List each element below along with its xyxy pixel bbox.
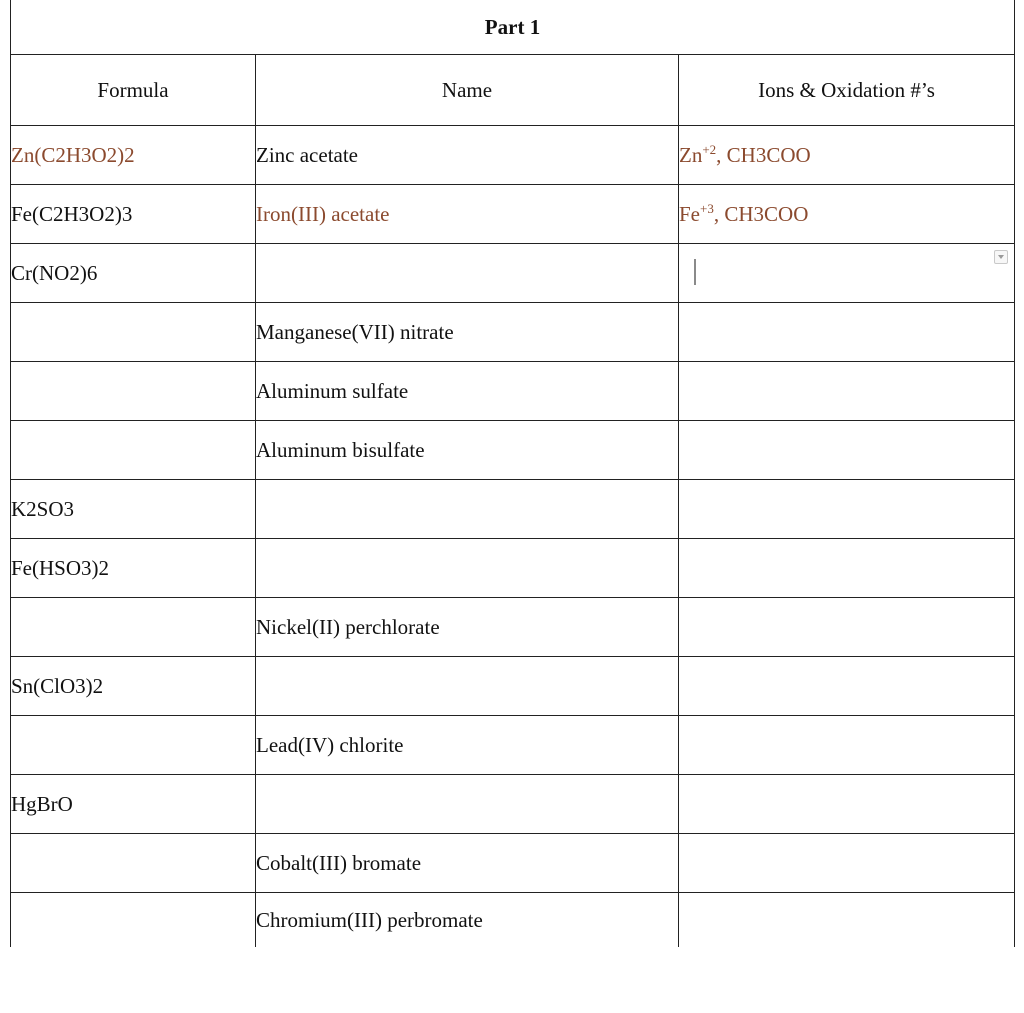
name-cell[interactable]: Manganese(VII) nitrate — [256, 303, 679, 362]
table-row — [11, 185, 1015, 244]
ions-cell[interactable] — [679, 185, 1015, 244]
ions-cell[interactable] — [679, 421, 1015, 480]
ions-cell[interactable] — [679, 539, 1015, 598]
ions-cell[interactable] — [679, 893, 1015, 948]
name-cell[interactable] — [256, 657, 679, 716]
name-cell[interactable]: Aluminum bisulfate — [256, 421, 679, 480]
formula-cell[interactable]: Fe(C2H3O2)3 — [11, 185, 256, 244]
table-row — [11, 421, 1015, 480]
formula-cell[interactable]: Zn(C2H3O2)2 — [11, 126, 256, 185]
ions-cell[interactable] — [679, 126, 1015, 185]
ion-charge: +2 — [702, 141, 717, 157]
table-row — [11, 244, 1015, 303]
formula-cell[interactable]: Fe(HSO3)2 — [11, 539, 256, 598]
formula-cell[interactable] — [11, 716, 256, 775]
table-row — [11, 362, 1015, 421]
table-row — [11, 480, 1015, 539]
name-cell[interactable] — [256, 539, 679, 598]
table-row — [11, 303, 1015, 362]
table-row — [11, 893, 1015, 948]
ion-charge: +3 — [700, 200, 714, 216]
formula-cell[interactable]: Cr(NO2)6 — [11, 244, 256, 303]
ions-cell[interactable] — [679, 362, 1015, 421]
formula-cell[interactable]: Sn(ClO3)2 — [11, 657, 256, 716]
table-row — [11, 775, 1015, 834]
name-cell[interactable]: Iron(III) acetate — [256, 185, 679, 244]
formula-cell[interactable]: K2SO3 — [11, 480, 256, 539]
table-title: Part 1 — [11, 0, 1015, 55]
ions-cell[interactable] — [679, 716, 1015, 775]
ions-cell[interactable] — [679, 834, 1015, 893]
name-cell[interactable] — [256, 480, 679, 539]
ions-cell-active[interactable] — [679, 244, 1015, 303]
name-cell[interactable]: Aluminum sulfate — [256, 362, 679, 421]
name-cell[interactable]: Chromium(III) perbromate — [256, 893, 679, 948]
ion-rest: , CH3COO — [716, 142, 811, 167]
formula-cell[interactable] — [11, 362, 256, 421]
name-cell[interactable] — [256, 244, 679, 303]
name-cell[interactable]: Lead(IV) chlorite — [256, 716, 679, 775]
dropdown-arrow-icon[interactable] — [994, 250, 1008, 264]
name-cell[interactable]: Nickel(II) perchlorate — [256, 598, 679, 657]
ions-cell[interactable] — [679, 303, 1015, 362]
ion-symbol: Zn — [679, 142, 703, 167]
formula-cell[interactable] — [11, 598, 256, 657]
ion-symbol: Fe — [679, 201, 700, 226]
formula-cell[interactable]: HgBrO — [11, 775, 256, 834]
table-row — [11, 834, 1015, 893]
formula-cell[interactable] — [11, 893, 256, 948]
ions-cell[interactable] — [679, 598, 1015, 657]
name-cell[interactable]: Zinc acetate — [256, 126, 679, 185]
column-header-ions: Ions & Oxidation #’s — [679, 55, 1015, 126]
formula-cell[interactable] — [11, 834, 256, 893]
formula-cell[interactable] — [11, 303, 256, 362]
column-header-formula: Formula — [11, 55, 256, 126]
table-row — [11, 539, 1015, 598]
name-cell[interactable] — [256, 775, 679, 834]
table-row — [11, 598, 1015, 657]
formula-cell[interactable] — [11, 421, 256, 480]
table-row — [11, 126, 1015, 185]
name-cell[interactable]: Cobalt(III) bromate — [256, 834, 679, 893]
compounds-table — [10, 0, 1015, 947]
ions-cell[interactable] — [679, 657, 1015, 716]
ions-cell[interactable] — [679, 480, 1015, 539]
table-row — [11, 716, 1015, 775]
ion-rest: , CH3COO — [713, 201, 809, 226]
text-cursor — [694, 259, 696, 285]
ions-cell[interactable] — [679, 775, 1015, 834]
table-row — [11, 657, 1015, 716]
column-header-name: Name — [256, 55, 679, 126]
